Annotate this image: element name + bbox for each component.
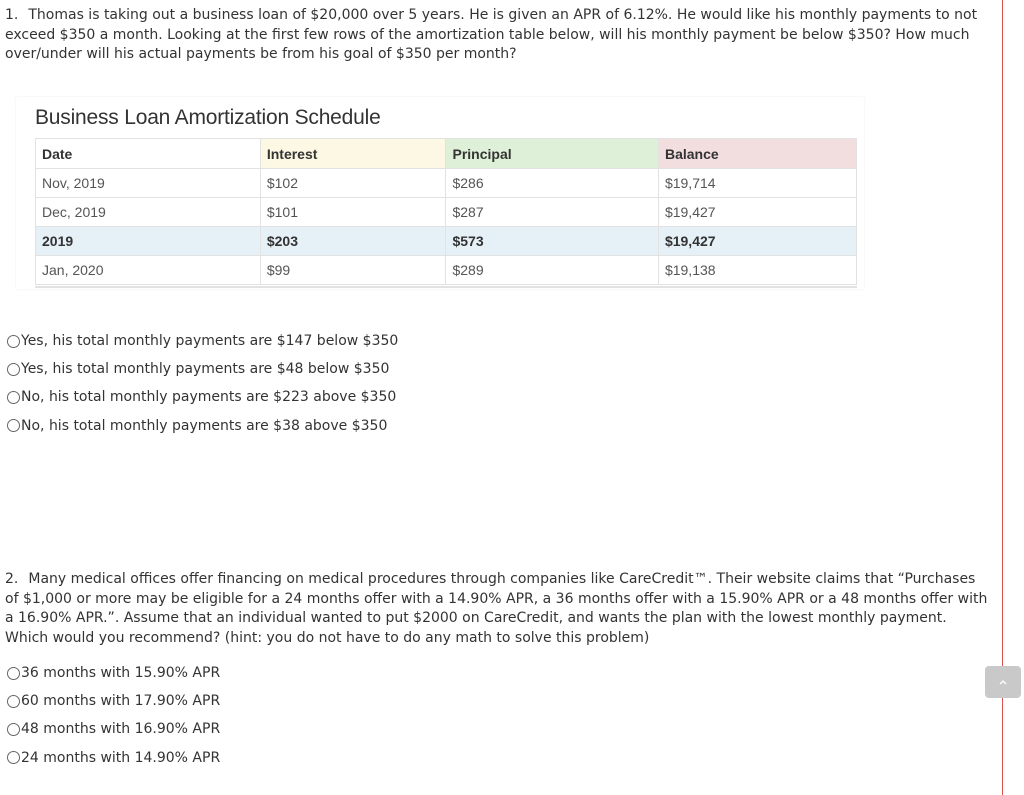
choice-label: Yes, his total monthly payments are $147 below $350 xyxy=(21,333,399,350)
choice-option[interactable] xyxy=(7,715,220,743)
choice-option[interactable] xyxy=(7,327,398,355)
choice-label: 36 months with 15.90% APR xyxy=(21,665,221,682)
radio-circle-icon[interactable] xyxy=(7,419,20,432)
column-header-principal: Principal xyxy=(446,139,658,169)
radio-circle-icon[interactable] xyxy=(7,391,20,404)
question-1-number: 1. xyxy=(5,7,19,23)
question-2 xyxy=(5,570,990,648)
cell-principal: $287 xyxy=(446,198,658,227)
cell-principal: $573 xyxy=(446,227,658,256)
column-header-balance: Balance xyxy=(658,139,856,169)
cell-principal: $286 xyxy=(446,169,658,198)
radio-circle-icon[interactable] xyxy=(7,667,20,680)
table-cutoff-line xyxy=(35,286,857,288)
choice-label: 48 months with 16.90% APR xyxy=(21,721,221,738)
choice-option[interactable] xyxy=(7,383,398,411)
cell-date: Dec, 2019 xyxy=(36,198,261,227)
cell-interest: $99 xyxy=(260,256,446,285)
cell-interest: $102 xyxy=(260,169,446,198)
cell-interest: $101 xyxy=(260,198,446,227)
amortization-table xyxy=(35,138,857,285)
table-row xyxy=(36,256,857,285)
column-header-interest: Interest xyxy=(260,139,446,169)
choice-label: 24 months with 14.90% APR xyxy=(21,749,221,766)
question-1-choices xyxy=(7,327,398,440)
radio-circle-icon[interactable] xyxy=(7,723,20,736)
radio-circle-icon[interactable] xyxy=(7,363,20,376)
cell-date: Nov, 2019 xyxy=(36,169,261,198)
amortization-schedule-image xyxy=(16,97,864,289)
radio-circle-icon[interactable] xyxy=(7,751,20,764)
table-header-row xyxy=(36,139,857,169)
cell-date: 2019 xyxy=(36,227,261,256)
table-row xyxy=(36,198,857,227)
cell-date: Jan, 2020 xyxy=(36,256,261,285)
choice-option[interactable] xyxy=(7,412,398,440)
cell-balance: $19,714 xyxy=(658,169,856,198)
choice-option[interactable] xyxy=(7,659,220,687)
chevron-up-icon xyxy=(999,679,1007,685)
choice-option[interactable] xyxy=(7,687,220,715)
column-header-date: Date xyxy=(36,139,261,169)
cell-balance: $19,138 xyxy=(658,256,856,285)
radio-circle-icon[interactable] xyxy=(7,335,20,348)
cell-balance: $19,427 xyxy=(658,227,856,256)
choice-label: No, his total monthly payments are $223 above $350 xyxy=(21,389,397,406)
table-row-year-total xyxy=(36,227,857,256)
radio-circle-icon[interactable] xyxy=(7,695,20,708)
table-row xyxy=(36,169,857,198)
question-1 xyxy=(5,6,990,65)
question-1-text: Thomas is taking out a business loan of $20,000 over 5 years. He is given an APR of 6.12%. He would like his monthly payments to not exceed $350 a month. Looking at the first few rows of the amortization table below, will his monthly payment be below $350? How much over/under will his actual payments be from his goal of $350 per month? xyxy=(5,7,978,63)
cell-balance: $19,427 xyxy=(658,198,856,227)
cell-principal: $289 xyxy=(446,256,658,285)
scroll-to-top-button[interactable] xyxy=(985,666,1021,698)
amortization-title: Business Loan Amortization Schedule xyxy=(35,106,381,129)
choice-label: 60 months with 17.90% APR xyxy=(21,693,221,710)
choice-label: No, his total monthly payments are $38 above $350 xyxy=(21,417,388,434)
choice-label: Yes, his total monthly payments are $48 below $350 xyxy=(21,361,390,378)
cell-interest: $203 xyxy=(260,227,446,256)
choice-option[interactable] xyxy=(7,744,220,772)
question-2-choices xyxy=(7,659,220,772)
question-2-text: Many medical offices offer financing on medical procedures through companies like CareCredit™. Their website claims that “Purchases of $1,000 or more may be eligible for a 24 months offer with a 14.90% APR, a 36 months offer with a 15.90% APR or a 48 months offer with a 16.90% APR.”. Assume that an individual wanted to put $2000 on CareCredit, and wants the plan with the lowest monthly payment. Which would you recommend? (hint: you do not have to do any math to solve this problem) xyxy=(5,571,988,646)
choice-option[interactable] xyxy=(7,355,398,383)
question-2-number: 2. xyxy=(5,571,19,587)
